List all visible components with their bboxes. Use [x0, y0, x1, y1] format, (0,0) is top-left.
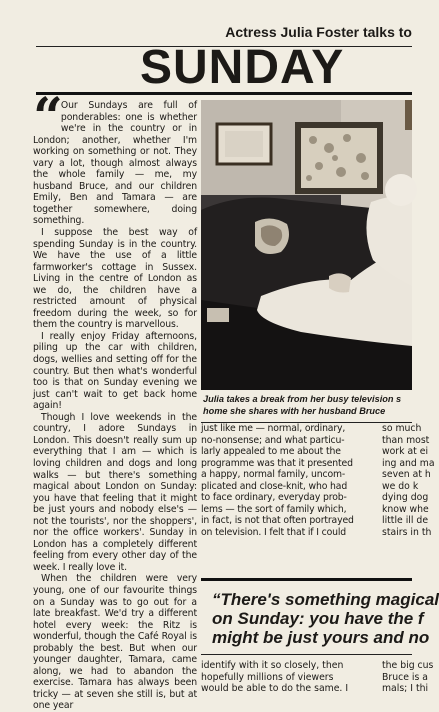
article-paragraph: When the children were very young, one of our favourite things on a Sunday was to go out for a late breakfast. We'd try a different hotel every week: the Ritz is wonderful, though the Café Royal is probably the best. But when our younger daughter, Tamara, came along, we had to abandon the exercise. Tamara has always been tricky — at seven she still is, but at one year [33, 573, 197, 712]
photo-illustration [201, 100, 412, 390]
article-paragraph: I suppose the best way of spending Sunday is in the country. We have the use of a little farmworker's cottage in Sussex. Living in the centre of London as we do, the children have a restricted amount of physical freedom during the week, so for them the country is marvellous. [33, 227, 197, 331]
text-line: to face ordinary, everyday prob- [201, 492, 347, 504]
text-line: work at ei [382, 446, 429, 458]
article-photo [201, 100, 412, 390]
text-line: know whe [382, 503, 429, 515]
pull-quote-line: might be just yours and no [212, 628, 430, 647]
text-line: just like me — normal, ordinary, [201, 423, 346, 434]
text-line: dying dog [382, 492, 429, 504]
article-column-3 [382, 423, 435, 563]
text-line: would be able to do the same. I [201, 683, 349, 695]
text-line: a happy, normal family, uncom- [201, 469, 346, 481]
article-paragraph: Though I love weekends in the country, I adore Sundays in London. This doesn't really sum up everything that I am — which is loving children and dogs and long walks — but there's something magical about London on Sunday: you have that feeling that it might be just yours and nobody else's — not the tourists', nor the shoppers', nor the office workers'. Sunday in London has a completely different feeling from every other day of the week. I really love it. [33, 411, 197, 573]
pull-quote-rule-bottom [201, 654, 412, 655]
article-column-3-continued [382, 660, 434, 699]
quote-dropcap: “ [33, 87, 57, 148]
text-line: plicated and close-knit, who had [201, 480, 348, 492]
text-line: hopefully millions of viewers [201, 671, 334, 683]
pull-quote [212, 590, 439, 647]
article-paragraph: “ Our Sundays are full of ponderables: one is whether we're in the country or in London; another, whether I'm working on something or not. They vary a lot, though almost always the whole family — me, my husband Bruce, and our children Emily, Ben and Tamara — are together somewhere, doing something. [33, 87, 197, 227]
caption-line: home she shares with her husband Bruce [203, 406, 386, 416]
caption-line: Julia takes a break from her busy television s [203, 394, 402, 404]
text-line: we do k [382, 480, 419, 492]
text-line: on television. I felt that if I could [201, 526, 347, 538]
text-line: larly appealed to me about the [201, 446, 341, 458]
text-line: ing and ma [382, 457, 435, 469]
text-line: Bruce is a [382, 671, 428, 683]
text-line: no-nonsense; and what particu- [201, 434, 345, 446]
text-line: so much [382, 423, 422, 434]
text-line: programme was that it presented [201, 457, 353, 469]
pull-quote-line: on Sunday: you have the f [212, 609, 424, 628]
text-line: stairs in th [382, 526, 432, 538]
text-line: the big cus [382, 660, 434, 671]
pull-quote-line: “There's something magical [212, 590, 439, 609]
text-line: than most [382, 434, 430, 446]
article-column-1 [33, 87, 197, 712]
article-column-2-continued [201, 660, 380, 699]
pull-quote-rule-top [201, 578, 412, 581]
article-paragraph: I really enjoy Friday afternoons, piling up the car with children, dogs, wellies and setting off for the country. But then what's wonderful too is that on Sunday evening we just can't wait to get back home again! [33, 330, 197, 412]
photo-caption [203, 393, 412, 417]
header-rule-thick [36, 92, 412, 95]
text-line: lems — the sort of family which, [201, 503, 347, 515]
text-line: little ill de [382, 515, 429, 527]
text-line: seven at h [382, 469, 431, 481]
text-line: identify with it so closely, then [201, 660, 344, 671]
text-line: in fact, is not that often portrayed [201, 515, 354, 527]
article-column-2 [201, 423, 380, 563]
kicker: Actress Julia Foster talks to [225, 24, 412, 40]
masthead-title: SUNDAY [140, 41, 345, 94]
text-line: mals; I thi [382, 683, 429, 695]
